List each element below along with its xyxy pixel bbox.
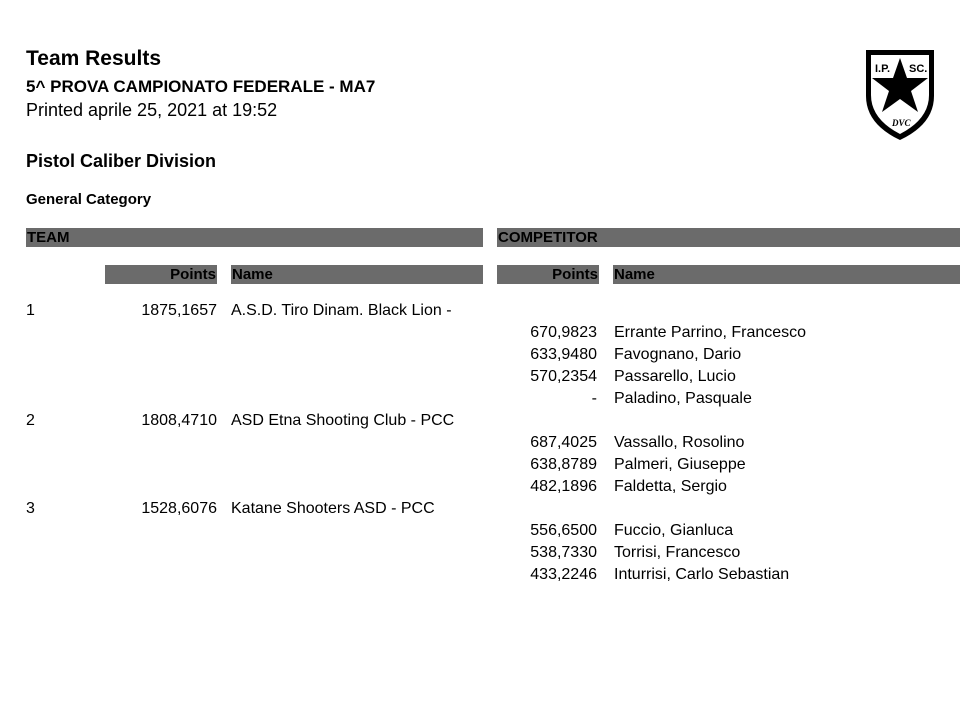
competitor-header-bar: COMPETITOR <box>497 228 960 247</box>
competitor-points: 670,9823 <box>530 324 597 341</box>
competitor-name: Torrisi, Francesco <box>614 544 741 561</box>
competitor-name: Favognano, Dario <box>614 346 742 363</box>
team-name: A.S.D. Tiro Dinam. Black Lion - <box>231 302 452 319</box>
team-name: ASD Etna Shooting Club - PCC <box>231 412 455 429</box>
category-title: General Category <box>26 191 152 208</box>
competitor-name: Errante Parrino, Francesco <box>614 324 807 341</box>
ipsc-logo <box>862 44 938 142</box>
team-points: 1528,6076 <box>141 500 217 517</box>
competitor-points: 638,8789 <box>530 456 597 473</box>
competitor-name: Faldetta, Sergio <box>614 478 727 495</box>
team-rank: 2 <box>26 412 35 429</box>
logo-text-left: I.P. <box>875 63 891 75</box>
competitor-name-header: Name <box>613 265 960 284</box>
team-rank: 3 <box>26 500 35 517</box>
team-rank: 1 <box>26 302 35 319</box>
printed-date: Printed aprile 25, 2021 at 19:52 <box>26 100 278 120</box>
team-header-bar: TEAM <box>26 228 483 247</box>
report-subtitle: 5^ PROVA CAMPIONATO FEDERALE - MA7 <box>26 77 376 96</box>
team-name-header: Name <box>231 265 483 284</box>
team-points-header: Points <box>105 265 217 284</box>
logo-monogram: DVC <box>892 118 911 128</box>
competitor-name: Palmeri, Giuseppe <box>614 456 746 473</box>
competitor-name: Vassallo, Rosolino <box>614 434 745 451</box>
logo-text-right: SC. <box>909 63 928 75</box>
team-points: 1808,4710 <box>141 412 217 429</box>
competitor-points: 570,2354 <box>530 368 597 385</box>
team-points: 1875,1657 <box>141 302 217 319</box>
competitor-points: 633,9480 <box>530 346 597 363</box>
competitor-name: Fuccio, Gianluca <box>614 522 734 539</box>
competitor-points: 482,1896 <box>530 478 597 495</box>
competitor-points: - <box>591 390 597 407</box>
competitor-name: Passarello, Lucio <box>614 368 736 385</box>
division-title: Pistol Caliber Division <box>26 151 217 171</box>
competitor-points: 556,6500 <box>530 522 597 539</box>
competitor-points: 433,2246 <box>530 566 597 583</box>
competitor-points-header: Points <box>497 265 599 284</box>
competitor-points: 538,7330 <box>530 544 597 561</box>
report-title: Team Results <box>26 47 161 70</box>
team-name: Katane Shooters ASD - PCC <box>231 500 435 517</box>
competitor-name: Paladino, Pasquale <box>614 390 752 407</box>
competitor-points: 687,4025 <box>530 434 597 451</box>
competitor-name: Inturrisi, Carlo Sebastian <box>614 566 790 583</box>
